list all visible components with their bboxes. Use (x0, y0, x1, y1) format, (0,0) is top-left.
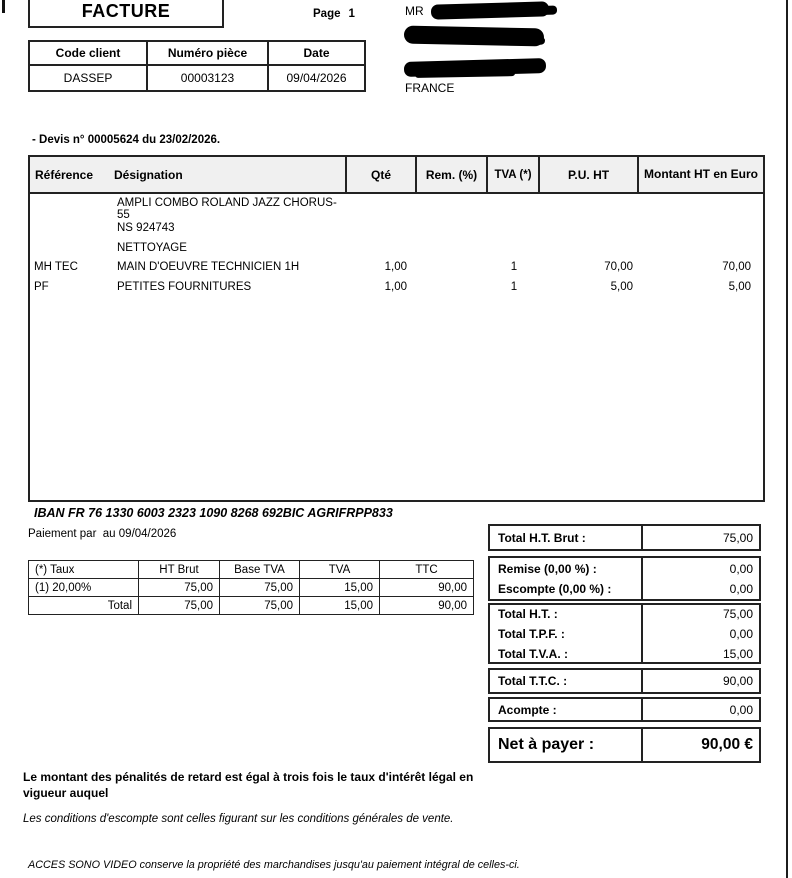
vat-column-header: TVA (*) (486, 157, 538, 192)
base-tva-header: Base TVA (220, 561, 300, 579)
vat-table-total-row: Total 75,00 75,00 15,00 90,00 (29, 597, 474, 615)
discount-column-header: Rem. (%) (415, 157, 486, 192)
redaction-bar-name-tail (525, 5, 557, 15)
total-ht-label: Total H.T. : (498, 606, 558, 621)
payment-terms-line: Paiement par au 09/04/2026 (28, 528, 177, 540)
invoice-title-box (28, 0, 224, 28)
acompte-box (488, 697, 761, 722)
amount-column-header: Montant HT en Euro (637, 157, 763, 192)
table-row: AMPLI COMBO ROLAND JAZZ CHORUS-55 (117, 196, 337, 221)
date-value: 09/04/2026 (268, 65, 365, 91)
recipient-country: FRANCE (405, 81, 455, 95)
net-a-payer-box (488, 727, 761, 763)
acompte-label: Acompte : (498, 702, 557, 717)
recipient-title: MR (405, 4, 424, 18)
total-tpf-value: 0,00 (729, 626, 753, 641)
page-number: Page 1 (313, 8, 355, 20)
late-penalties-note: Le montant des pénalités de retard est égal à trois fois le taux d'intérêt légal en vigueur auquel (23, 770, 474, 800)
vat-breakdown-table (28, 560, 474, 615)
escompte-conditions-note: Les conditions d'escompte sont celles figurant sur les conditions générales de vente. (23, 813, 454, 825)
acompte-value: 0,00 (729, 702, 753, 717)
page-right-border (786, 0, 788, 878)
total-tpf-label: Total T.P.F. : (498, 626, 565, 641)
date-header: Date (268, 41, 365, 65)
items-table-header (30, 157, 763, 194)
total-ttc-box (488, 668, 761, 694)
page-title: FACTURE (81, 1, 171, 21)
qty-column-header: Qté (345, 157, 415, 192)
remise-escompte-box (488, 556, 761, 601)
redaction-bar-city-tail (415, 69, 515, 78)
devis-reference-line: - Devis n° 00005624 du 23/02/2026. (32, 134, 221, 146)
total-ht-value: 75,00 (722, 606, 753, 621)
page-left-edge-mark (2, 0, 5, 13)
items-table-body (30, 194, 763, 297)
client-code-value: DASSEP (29, 65, 147, 91)
vat-rate-header: (*) Taux (29, 561, 139, 579)
unit-price-column-header: P.U. HT (538, 157, 637, 192)
designation-column-header: Désignation (114, 167, 183, 182)
ht-brut-header: HT Brut (139, 561, 220, 579)
table-row: NETTOYAGE (117, 241, 187, 254)
table-row: PF PETITES FOURNITURES 1,00 1 5,00 5,00 (34, 280, 751, 293)
table-row: MH TEC MAIN D'OEUVRE TECHNICIEN 1H 1,00 1 70,00 70,00 (34, 261, 751, 274)
piece-number-value: 00003123 (147, 65, 268, 91)
net-a-payer-label: Net à payer : (498, 736, 595, 753)
redaction-bar-street-tail (495, 35, 545, 45)
client-info-table (28, 40, 366, 92)
total-ttc-label: Total T.T.C. : (498, 674, 568, 688)
escompte-value: 0,00 (729, 581, 753, 596)
reference-column-header: Référence (35, 167, 94, 182)
ownership-retention-note: ACCES SONO VIDEO conserve la propriété des marchandises jusqu'au paiement intégral de celles-ci. (28, 859, 520, 871)
totals-ht-tpf-tva-box (488, 603, 761, 664)
items-table (28, 155, 765, 502)
total-ht-brut-box (488, 524, 761, 551)
client-code-header: Code client (29, 41, 147, 65)
iban-line: IBAN FR 76 1330 6003 2323 1090 8268 692BIC AGRIFRPP833 (34, 506, 393, 520)
ttc-header: TTC (380, 561, 474, 579)
remise-value: 0,00 (729, 561, 753, 576)
total-tva-value: 15,00 (722, 646, 753, 661)
tva-header: TVA (300, 561, 380, 579)
recipient-address-block (405, 0, 575, 100)
piece-number-header: Numéro pièce (147, 41, 268, 65)
total-ht-brut-label: Total H.T. Brut : (498, 530, 586, 545)
net-a-payer-value: 90,00 € (701, 736, 753, 753)
table-row: NS 924743 (117, 222, 175, 235)
total-tva-label: Total T.V.A. : (498, 646, 569, 661)
remise-label: Remise (0,00 %) : (498, 561, 597, 576)
vat-table-rate-row: (1) 20,00% 75,00 75,00 15,00 90,00 (29, 579, 474, 597)
total-ttc-value: 90,00 (722, 674, 753, 688)
vat-table-header-row (29, 561, 474, 579)
total-ht-brut-value: 75,00 (722, 530, 753, 545)
escompte-label: Escompte (0,00 %) : (498, 581, 612, 596)
